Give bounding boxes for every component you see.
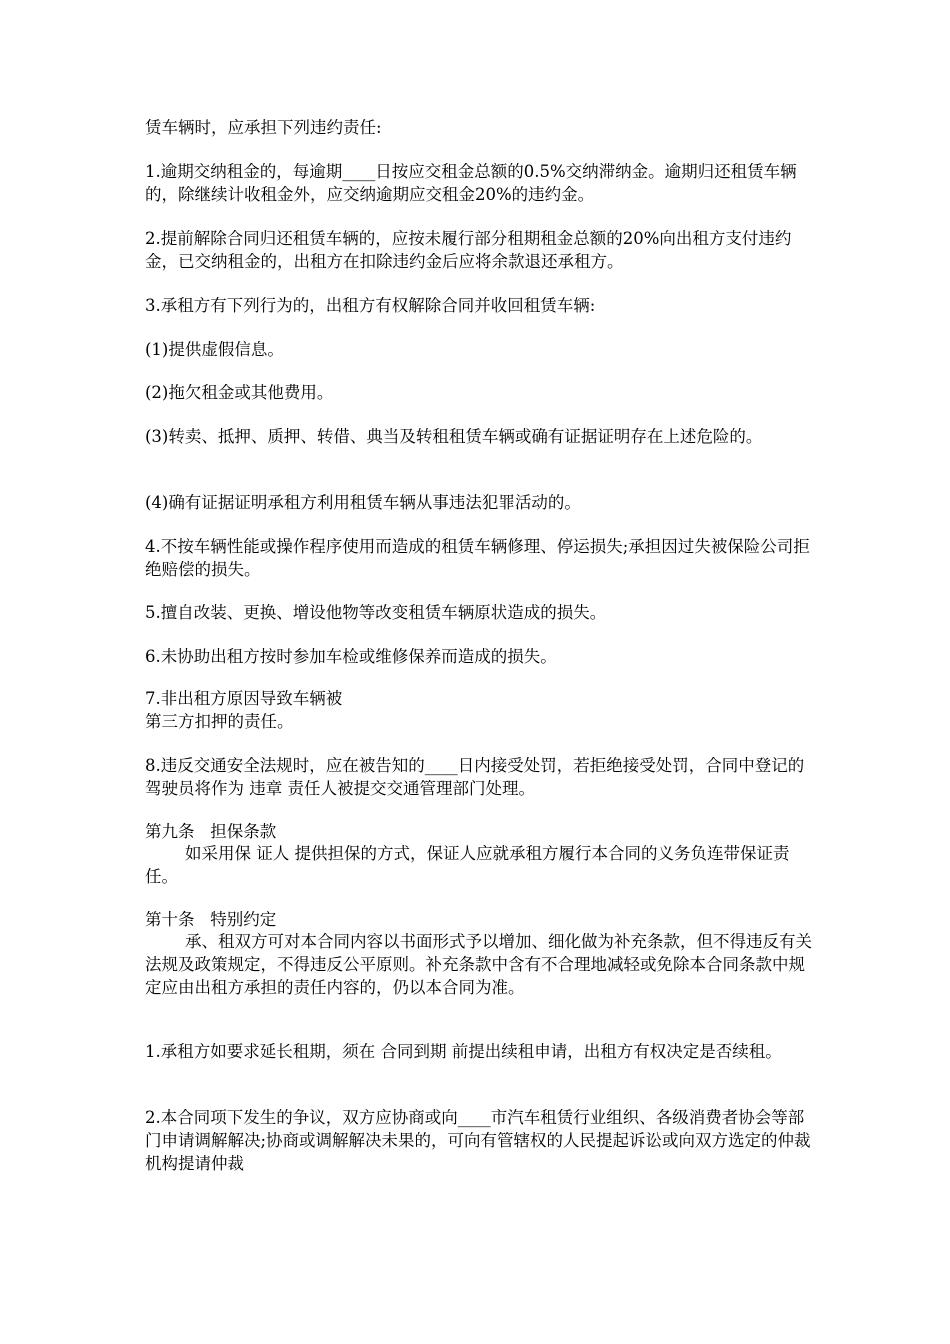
paragraph-item-7: 7.非出租方原因导致车辆被 第三方扣押的责任。	[145, 689, 343, 731]
paragraph-renewal: 1.承租方如要求延长租期，须在 合同到期 前提出续租申请，出租方有权决定是否续租。	[145, 1042, 782, 1061]
paragraph-item-3: 3.承租方有下列行为的，出租方有权解除合同并收回租赁车辆:	[145, 296, 596, 315]
paragraph-item-6: 6.未协助出租方按时参加车检或维修保养而造成的损失。	[145, 647, 557, 666]
paragraph-item-5: 5.擅自改装、更换、增设他物等改变租赁车辆原状造成的损失。	[145, 603, 607, 622]
paragraph-article-10-body: 承、租双方可对本合同内容以书面形式予以增加、细化做为补充条款，但不得违反有关法规及政策规定，不得违反公平原则。补充条款中含有不合理地减轻或免除本合同条款中规定应由出租方承担的责任内容的，仍以本合同为准。	[145, 932, 812, 997]
paragraph-sub-3: (3)转卖、抵押、质押、转借、典当及转租租赁车辆或确有证据证明存在上述危险的。	[145, 427, 763, 446]
paragraph-intro: 赁车辆时，应承担下列违约责任:	[145, 118, 382, 137]
paragraph-sub-2: (2)拖欠租金或其他费用。	[145, 383, 334, 402]
paragraph-sub-4: (4)确有证据证明承租方利用租赁车辆从事违法犯罪活动的。	[145, 493, 581, 512]
paragraph-article-9-body: 如采用保 证人 提供担保的方式，保证人应就承租方履行本合同的义务负连带保证责任。	[145, 844, 790, 886]
paragraph-sub-1: (1)提供虚假信息。	[145, 340, 284, 359]
heading-article-9: 第九条 担保条款	[145, 822, 277, 841]
paragraph-item-1: 1.逾期交纳租金的，每逾期____日按应交租金总额的0.5%交纳滞纳金。逾期归还租赁车辆的，除继续计收租金外，应交纳逾期应交租金20%的违约金。	[145, 162, 797, 204]
paragraph-item-4: 4.不按车辆性能或操作程序使用而造成的租赁车辆修理、停运损失;承担因过失被保险公司拒绝赔偿的损失。	[145, 537, 810, 579]
heading-article-10: 第十条 特别约定	[145, 910, 277, 929]
paragraph-item-2: 2.提前解除合同归还租赁车辆的，应按未履行部分租期租金总额的20%向出租方支付违约金，已交纳租金的，出租方在扣除违约金后应将余款退还承租方。	[145, 229, 792, 271]
paragraph-dispute: 2.本合同项下发生的争议，双方应协商或向____市汽车租赁行业组织、各级消费者协会等部门申请调解解决;协商或调解解决未果的，可向有管辖权的人民提起诉讼或向双方选定的仲裁机构提请仲裁	[145, 1108, 811, 1173]
paragraph-item-8: 8.违反交通安全法规时，应在被告知的____日内接受处罚，若拒绝接受处罚，合同中登记的驾驶员将作为 违章 责任人被提交交通管理部门处理。	[145, 756, 805, 798]
